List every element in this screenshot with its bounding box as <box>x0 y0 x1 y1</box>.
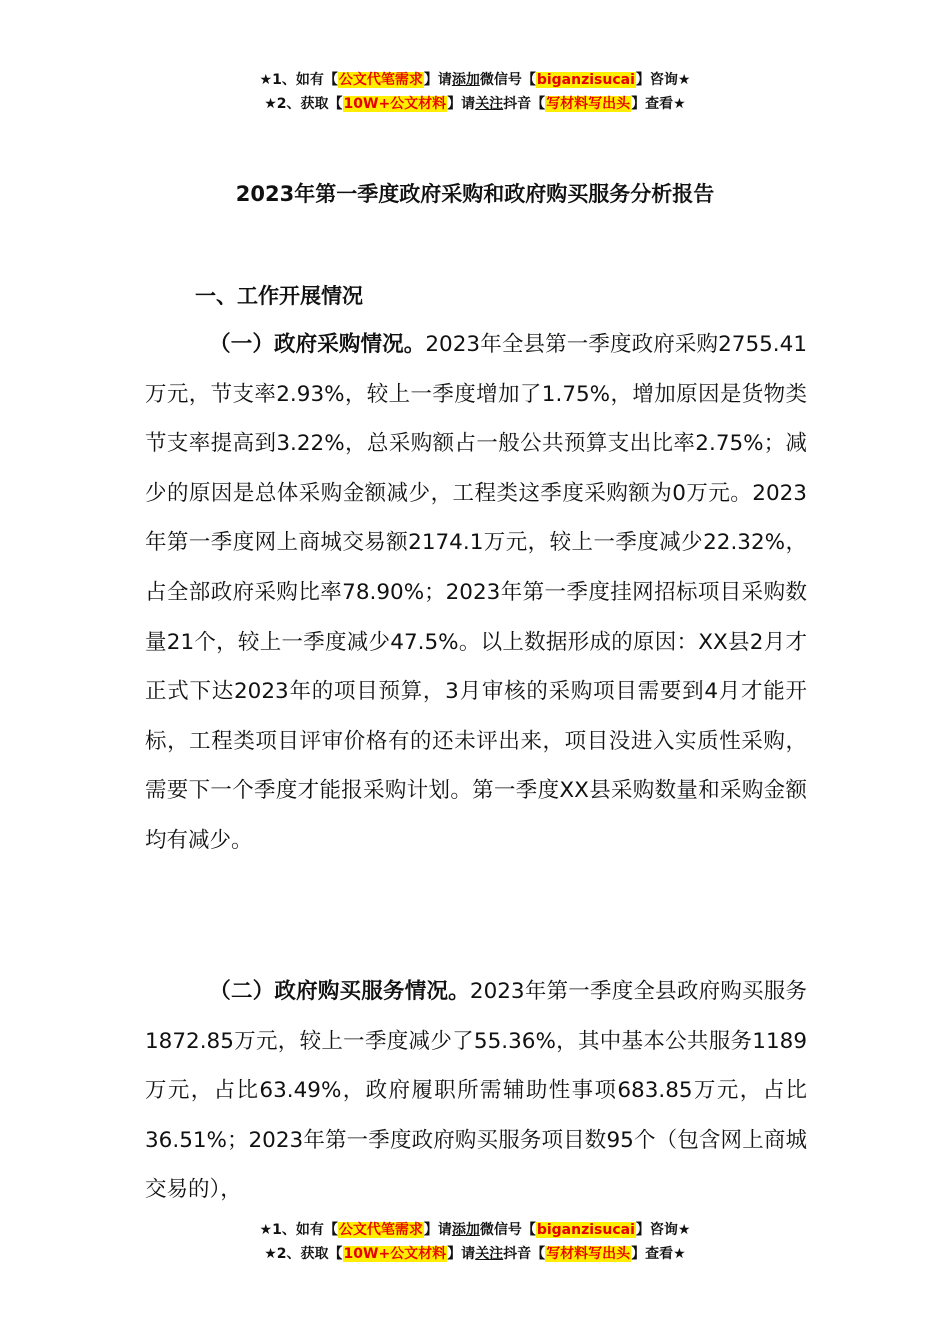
promo-text: 】请 <box>423 1222 452 1238</box>
promo-wechat-id: biganzisucai <box>536 72 635 88</box>
promo-text: 】咨询★ <box>635 72 691 88</box>
promo-underline: 关注 <box>475 96 504 112</box>
promo-text: 抖音【 <box>503 1246 546 1262</box>
promo-text: 】查看★ <box>631 96 686 112</box>
promo-underline: 关注 <box>475 1246 504 1262</box>
section-heading: 一、工作开展情况 <box>195 284 363 308</box>
promo-line-2 <box>0 92 950 116</box>
promo-wechat-id: biganzisucai <box>536 1222 635 1238</box>
paragraph-body: 2023年第一季度全县政府购买服务1872.85万元，较上一季度减少了55.36%，其中基本公共服务1189万元，占比63.49%，政府履职所需辅助性事项683.85万元，占比36.51%；2023年第一季度政府购买服务项目数95个（包含网上商城交易的）， <box>145 979 807 1203</box>
promo-text: 】查看★ <box>631 1246 686 1262</box>
paragraph-lead: （二）政府购买服务情况。 <box>209 979 470 1004</box>
promo-text: ★1、如有【 <box>259 72 338 88</box>
promo-line-1 <box>0 1218 950 1242</box>
paragraph-government-services <box>145 967 807 1215</box>
promo-highlight: 10W+公文材料 <box>343 1246 447 1262</box>
footer-promo-banner <box>0 1218 950 1266</box>
promo-douyin-name: 写材料写出头 <box>546 96 631 112</box>
promo-text: 】请 <box>447 96 476 112</box>
promo-highlight: 10W+公文材料 <box>343 96 447 112</box>
promo-text: ★2、获取【 <box>264 1246 343 1262</box>
promo-text: ★1、如有【 <box>259 1222 338 1238</box>
paragraph-government-procurement <box>145 320 807 866</box>
promo-line-1 <box>0 68 950 92</box>
promo-text: 】请 <box>447 1246 476 1262</box>
promo-line-2 <box>0 1242 950 1266</box>
paragraph-lead: （一）政府采购情况。 <box>209 332 426 357</box>
promo-text: 抖音【 <box>503 96 546 112</box>
promo-text: ★2、获取【 <box>264 96 343 112</box>
promo-highlight: 公文代笔需求 <box>338 72 423 88</box>
promo-underline: 添加 <box>451 1222 480 1238</box>
promo-text: 】请 <box>423 72 452 88</box>
header-promo-banner <box>0 68 950 116</box>
promo-underline: 添加 <box>451 72 480 88</box>
promo-text: 微信号【 <box>479 1222 536 1238</box>
paragraph-body: 2023年全县第一季度政府采购2755.41万元，节支率2.93%，较上一季度增加了1.75%，增加原因是货物类节支率提高到3.22%，总采购额占一般公共预算支出比率2.75%；减少的原因是总体采购金额减少，工程类这季度采购额为0万元。2023年第一季度网上商城交易额2174.1万元，较上一季度减少22.32%，占全部政府采购比率78.90%；2023年第一季度挂网招标项目采购数量21个，较上一季度减少47.5%。以上数据形成的原因：XX县2月才正式下达2023年的项目预算，3月审核的采购项目需要到4月才能开标，工程类项目评审价格有的还未评出来，项目没进入实质性采购，需要下一个季度才能报采购计划。第一季度XX县采购数量和采购金额均有减少。 <box>145 332 807 853</box>
document-title: 2023年第一季度政府采购和政府购买服务分析报告 <box>235 182 715 206</box>
promo-text: 】咨询★ <box>635 1222 691 1238</box>
promo-douyin-name: 写材料写出头 <box>546 1246 631 1262</box>
promo-text: 微信号【 <box>479 72 536 88</box>
promo-highlight: 公文代笔需求 <box>338 1222 423 1238</box>
